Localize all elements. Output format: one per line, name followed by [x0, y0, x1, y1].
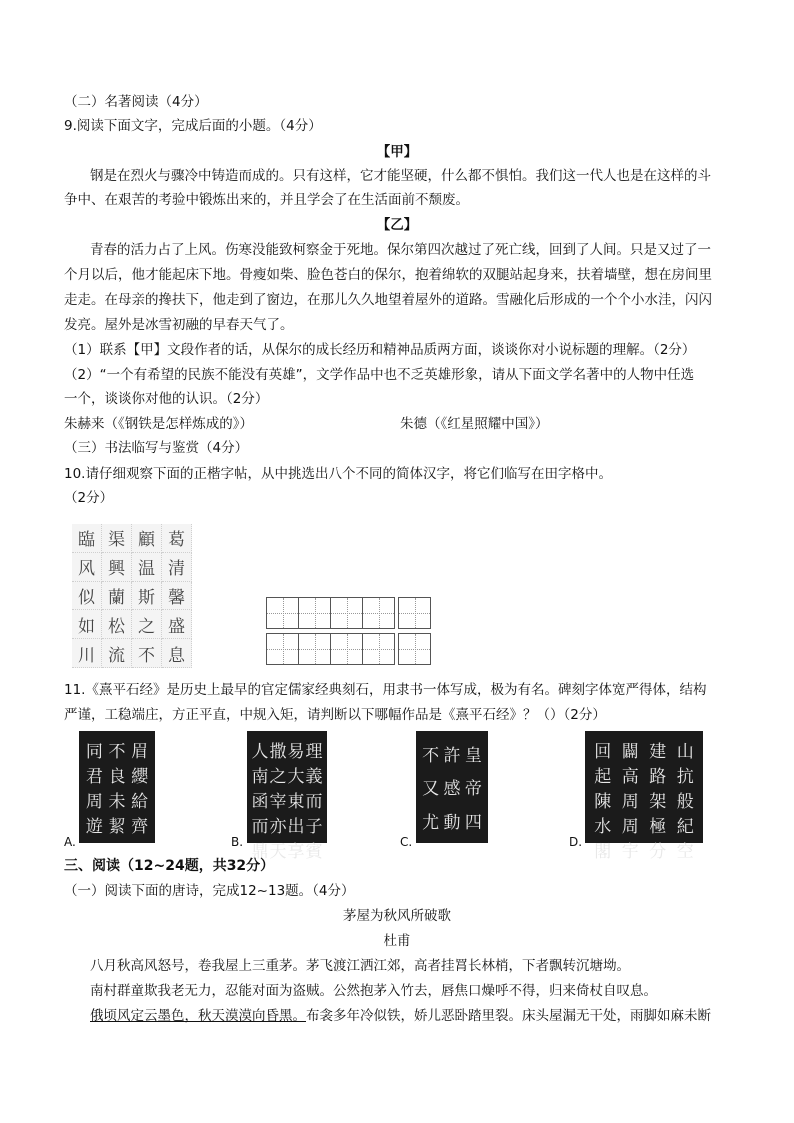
practice-grid-row-1b[interactable]	[399, 597, 431, 629]
copy-char: 興	[102, 553, 132, 582]
option-d-label: D.	[569, 835, 583, 849]
stele-char: 山	[676, 742, 694, 762]
passage-yi-line: 发亮。屋外是冰雪初融的早春天气了。	[64, 317, 294, 333]
copy-char: 似	[72, 582, 102, 611]
practice-grid-row-1[interactable]	[267, 597, 395, 629]
stele-char: 義	[305, 767, 323, 787]
section-heading-classics: （二）名著阅读（4分）	[64, 94, 208, 110]
practice-cell[interactable]	[330, 597, 363, 629]
option-c-label: C.	[400, 835, 413, 849]
copy-char: 顧	[132, 524, 162, 553]
question-9-sub2: 一个，谈谈你对他的认识。（2分）	[64, 391, 269, 407]
passage-yi-line: 个月以后，他才能起床下地。骨瘦如柴、脸色苍白的保尔，抱着绵软的双腿站起身来，扶着墙壁，想在房间里	[64, 267, 712, 283]
stele-char: 天	[269, 842, 287, 862]
stele-char: 賓	[305, 842, 323, 862]
poem-line: 南村群童欺我老无力，忍能对面为盗贼。公然抱茅入竹去，唇焦口燥呼不得，归来倚杖自叹息。	[90, 983, 657, 999]
stele-char: 架	[649, 792, 667, 812]
stele-char: 眉	[131, 742, 149, 762]
copy-char: 风	[72, 553, 102, 582]
practice-cell[interactable]	[330, 633, 363, 665]
stele-char: 路	[649, 767, 667, 787]
stele-char: 理	[305, 742, 323, 762]
stele-option-d[interactable]	[585, 731, 703, 862]
stele-char: 未	[108, 792, 126, 812]
copy-char: 温	[132, 553, 162, 582]
passage-yi-line: 青春的活力占了上风。伤寒没能致柯察金于死地。保尔第四次越过了死亡线，回到了人间。只是又过了一	[90, 242, 711, 258]
stele-char: 分	[649, 842, 667, 862]
stele-char: 易	[287, 742, 305, 762]
question-10-prompt: 10.请仔细观察下面的正楷字帖，从中挑选出八个不同的简体汉字，将它们临写在田字格中。	[64, 466, 612, 482]
copy-char: 渠	[102, 524, 132, 553]
practice-cell[interactable]	[298, 597, 331, 629]
practice-cell[interactable]	[362, 597, 395, 629]
stele-char: 函	[251, 792, 269, 812]
stele-char: 出	[287, 817, 305, 837]
passage-yi-title: 【乙】	[376, 217, 418, 233]
stele-char: 感	[443, 779, 461, 800]
practice-grid-row-2[interactable]	[267, 633, 395, 665]
stele-char: 撒	[269, 742, 287, 762]
question-9-prompt: 9.阅读下面文字，完成后面的小题。（4分）	[64, 118, 322, 134]
stele-char: 建	[649, 742, 667, 762]
stele-char: 不	[108, 742, 126, 762]
poem-author: 杜甫	[383, 933, 411, 949]
stele-char: 又	[422, 779, 440, 800]
copy-char: 不	[132, 639, 162, 668]
copy-char: 之	[132, 610, 162, 639]
stele-char: 纓	[131, 767, 149, 787]
practice-cell[interactable]	[266, 633, 299, 665]
stele-char: 之	[269, 767, 287, 787]
copy-char: 臨	[72, 524, 102, 553]
passage-jia-line: 争中、在艰苦的考验中锻炼出来的，并且学会了在生活面前不颓废。	[64, 192, 469, 208]
stele-char: 回	[594, 742, 612, 762]
copy-char: 馨	[162, 582, 192, 611]
stele-char: 高	[621, 767, 639, 787]
poem-line	[90, 1006, 711, 1026]
poem-title: 茅屋为秋风所破歌	[343, 908, 451, 924]
stele-char: 良	[108, 767, 126, 787]
stele-char: 鼎	[251, 842, 269, 862]
copy-char: 流	[102, 639, 132, 668]
stele-char: 動	[443, 812, 461, 833]
copy-char: 盛	[162, 610, 192, 639]
calligraphy-copy-sheet	[72, 524, 192, 668]
section-heading-calligraphy: （三）书法临写与鉴赏（4分）	[64, 440, 249, 456]
copy-char: 葛	[162, 524, 192, 553]
poem-line: 八月秋高风怒号，卷我屋上三重茅。茅飞渡江洒江郊，高者挂罥长林梢，下者飘转沉塘坳。	[90, 958, 630, 974]
passage-jia-title: 【甲】	[376, 144, 418, 160]
stele-char: 同	[85, 742, 103, 762]
stele-char: 絜	[108, 817, 126, 837]
poem-underlined-phrase: 俄顷风定云墨色，秋天漠漠向昏黑。	[90, 1008, 306, 1024]
stele-char: 水	[594, 817, 612, 837]
practice-cell[interactable]	[398, 633, 431, 665]
stele-char: 閣	[594, 842, 612, 862]
copy-char: 蘭	[102, 582, 132, 611]
practice-cell[interactable]	[362, 633, 395, 665]
stele-char: 抗	[676, 767, 694, 787]
copy-char: 息	[162, 639, 192, 668]
stele-char: 周	[621, 792, 639, 812]
stele-option-b[interactable]	[247, 731, 327, 862]
option-a-label: A.	[64, 835, 76, 849]
question-11-prompt: 11.《熹平石经》是历史上最早的官定儒家经典刻石，用隶书一体写成，极为有名。碑刻字体宽严得体，结构	[64, 682, 707, 698]
passage-yi-line: 走走。在母亲的搀扶下，他走到了窗边，在那儿久久地望着屋外的道路。雪融化后形成的一个个小水洼，闪闪	[64, 292, 712, 308]
stele-char: 周	[85, 792, 103, 812]
stele-char: 君	[85, 767, 103, 787]
part-3-subheading: （一）阅读下面的唐诗，完成12~13题。（4分）	[64, 883, 355, 899]
stele-char: 皇	[464, 746, 482, 767]
question-9-sub2: （2）“一个有希望的民族不能没有英雄”，文学作品中也不乏英雄形象，请从下面文学名著中的人物中任选	[64, 367, 695, 383]
practice-cell[interactable]	[266, 597, 299, 629]
stele-char: 尤	[422, 812, 440, 833]
copy-char: 清	[162, 553, 192, 582]
stele-char: 陳	[594, 792, 612, 812]
stele-char: 周	[621, 817, 639, 837]
stele-char: 大	[287, 767, 305, 787]
stele-char: 四	[464, 812, 482, 833]
question-9-sub1: （1）联系【甲】文段作者的话，从保尔的成长经历和精神品质两方面，谈谈你对小说标题的理解。（2分）	[64, 342, 696, 358]
practice-grid-row-2b[interactable]	[399, 633, 431, 665]
stele-char: 子	[305, 817, 323, 837]
stele-char: 齊	[131, 817, 149, 837]
copy-char: 如	[72, 610, 102, 639]
stele-char: 人	[251, 742, 269, 762]
stele-char: 而	[251, 817, 269, 837]
stele-char: 帝	[464, 779, 482, 800]
stele-char: 般	[676, 792, 694, 812]
copy-char: 斯	[132, 582, 162, 611]
stele-char: 不	[422, 746, 440, 767]
choice-zhu-de: 朱德（《红星照耀中国》）	[400, 416, 549, 432]
stele-char: 闢	[621, 742, 639, 762]
stele-char: 宇	[621, 842, 639, 862]
option-b-label: B.	[231, 835, 244, 849]
choice-zhu-helai: 朱赫来（《钢铁是怎样炼成的》）	[64, 416, 253, 432]
stele-char: 許	[443, 746, 461, 767]
stele-char: 亦	[269, 817, 287, 837]
question-11-prompt: 严谨，工稳端庄，方正平直，中规入矩，请判断以下哪幅作品是《熹平石经》？（）（2分）	[64, 707, 606, 723]
stele-char: 而	[305, 792, 323, 812]
copy-char: 川	[72, 639, 102, 668]
stele-char: 極	[649, 817, 667, 837]
stele-char: 宰	[269, 792, 287, 812]
stele-char: 東	[287, 792, 305, 812]
copy-char: 松	[102, 610, 132, 639]
stele-char: 起	[594, 767, 612, 787]
stele-char: 空	[676, 842, 694, 862]
part-3-heading: 三、阅读（12~24题，共32分）	[64, 858, 275, 874]
stele-char: 南	[251, 767, 269, 787]
stele-char: 紀	[676, 817, 694, 837]
practice-cell[interactable]	[298, 633, 331, 665]
stele-char: 遊	[85, 817, 103, 837]
passage-jia-line: 钢是在烈火与骤冷中铸造而成的。只有这样，它才能坚硬，什么都不惧怕。我们这一代人也是在这样的斗	[90, 168, 711, 184]
practice-cell[interactable]	[398, 597, 431, 629]
poem-line-rest: 布衾多年冷似铁，娇儿恶卧踏里裂。床头屋漏无干处，雨脚如麻未断	[306, 1008, 711, 1024]
question-10-prompt: （2分）	[64, 490, 114, 506]
stele-option-c[interactable]	[416, 731, 488, 843]
stele-char: 給	[131, 792, 149, 812]
stele-option-a[interactable]	[79, 731, 155, 843]
stele-char: 享	[287, 842, 305, 862]
